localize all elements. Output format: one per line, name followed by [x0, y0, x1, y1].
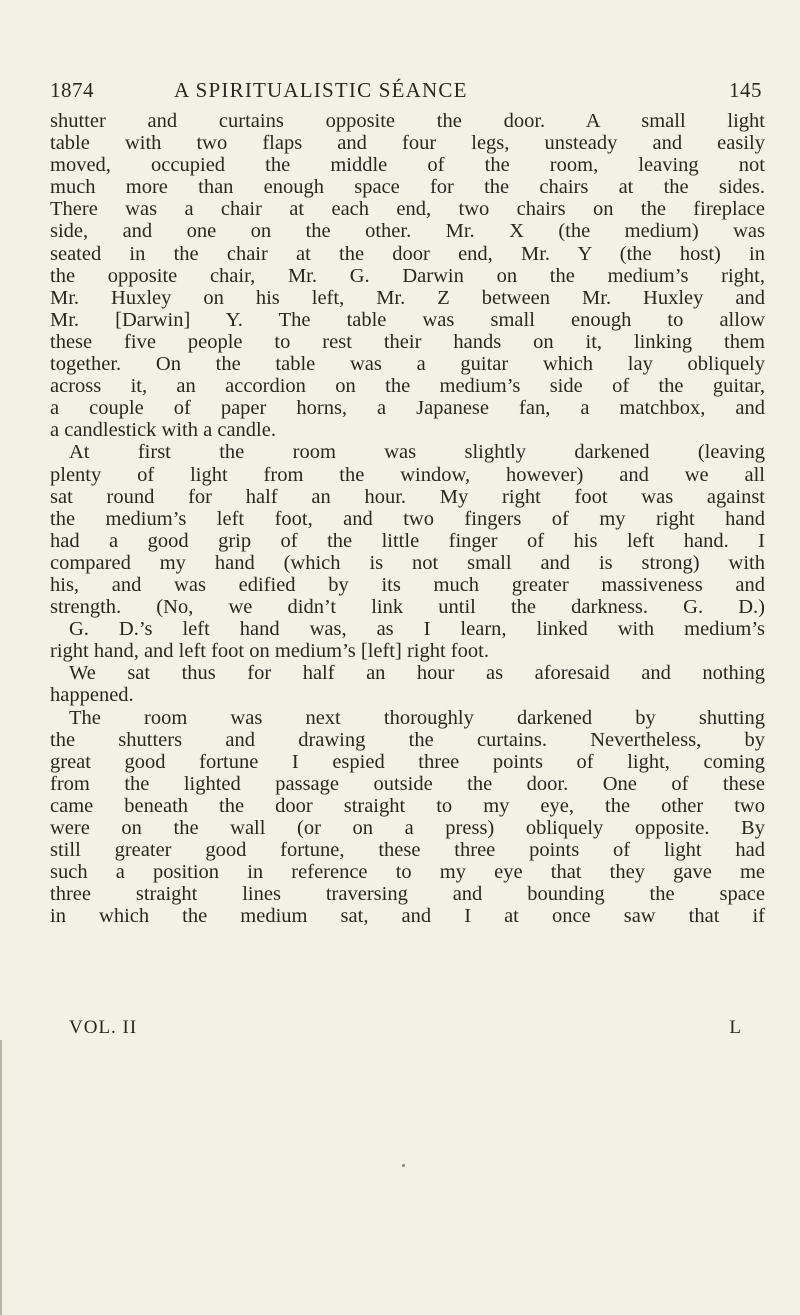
binding-edge	[0, 1040, 2, 1315]
text-line: still greater good fortune, these three points of light had	[50, 839, 765, 862]
text-line: a candlestick with a candle.	[50, 419, 276, 442]
text-line: There was a chair at each end, two chairs on the fireplace	[50, 198, 765, 221]
text-line: G. D.’s left hand was, as I learn, linked with medium’s	[69, 618, 765, 641]
text-line: much more than enough space for the chairs at the sides.	[50, 176, 765, 199]
text-line: We sat thus for half an hour as aforesaid and nothing	[69, 662, 765, 685]
volume-signature: VOL. II	[69, 1017, 138, 1038]
text-line: three straight lines traversing and bounding the space	[50, 883, 765, 906]
text-line: such a position in reference to my eye that they gave me	[50, 861, 765, 884]
text-line: had a good grip of the little finger of his left hand. I	[50, 529, 765, 552]
text-line: sat round for half an hour. My right foot was against	[50, 485, 765, 508]
text-line: happened.	[50, 684, 134, 707]
text-line: side, and one on the other. Mr. X (the medium) was	[50, 220, 765, 243]
text-line: table with two flaps and four legs, unsteady and easily	[50, 132, 765, 155]
text-line: shutter and curtains opposite the door. A small light	[50, 110, 765, 132]
text-line: At first the room was slightly darkened (leaving	[69, 441, 765, 464]
text-line: the shutters and drawing the curtains. Nevertheless, by	[50, 728, 765, 751]
text-line: the medium’s left foot, and two fingers of my right hand	[50, 507, 765, 530]
page-footer	[69, 1017, 741, 1043]
text-line: plenty of light from the window, however) and we all	[50, 463, 765, 486]
text-line: across it, an accordion on the medium’s side of the guitar,	[50, 375, 765, 398]
text-line: Mr. Huxley on his left, Mr. Z between Mr. Huxley and	[50, 286, 765, 309]
text-line: his, and was edified by its much greater massiveness and	[50, 573, 765, 596]
text-line: great good fortune I espied three points of light, coming	[50, 750, 765, 773]
text-line: seated in the chair at the door end, Mr. Y (the host) in	[50, 242, 765, 265]
text-line: came beneath the door straight to my eye, the other two	[50, 794, 765, 817]
body-text	[50, 110, 765, 927]
signature-mark: L	[729, 1017, 741, 1038]
paper-speck	[402, 1164, 405, 1167]
text-line: the opposite chair, Mr. G. Darwin on the medium’s right,	[50, 264, 765, 287]
text-line: these five people to rest their hands on it, linking them	[50, 330, 765, 353]
running-head	[50, 78, 762, 108]
text-line: in which the medium sat, and I at once saw that if	[50, 905, 765, 928]
text-line: compared my hand (which is not small and is strong) with	[50, 551, 765, 574]
text-line: Mr. [Darwin] Y. The table was small enough to allow	[50, 308, 765, 331]
text-line: The room was next thoroughly darkened by shutting	[69, 706, 765, 729]
text-line: were on the wall (or on a press) obliquely opposite. By	[50, 817, 765, 839]
running-head-year: 1874	[50, 78, 94, 102]
text-line: together. On the table was a guitar which lay obliquely	[50, 353, 765, 376]
text-line: strength. (No, we didn’t link until the darkness. G. D.)	[50, 596, 765, 619]
text-line: right hand, and left foot on medium’s [left] right foot.	[50, 640, 489, 663]
text-line: moved, occupied the middle of the room, leaving not	[50, 154, 765, 177]
page-number: 145	[729, 78, 762, 102]
running-head-title: A SPIRITUALISTIC SÉANCE	[174, 78, 468, 102]
text-line: a couple of paper horns, a Japanese fan, a matchbox, and	[50, 397, 765, 420]
text-line: from the lighted passage outside the door. One of these	[50, 772, 765, 795]
